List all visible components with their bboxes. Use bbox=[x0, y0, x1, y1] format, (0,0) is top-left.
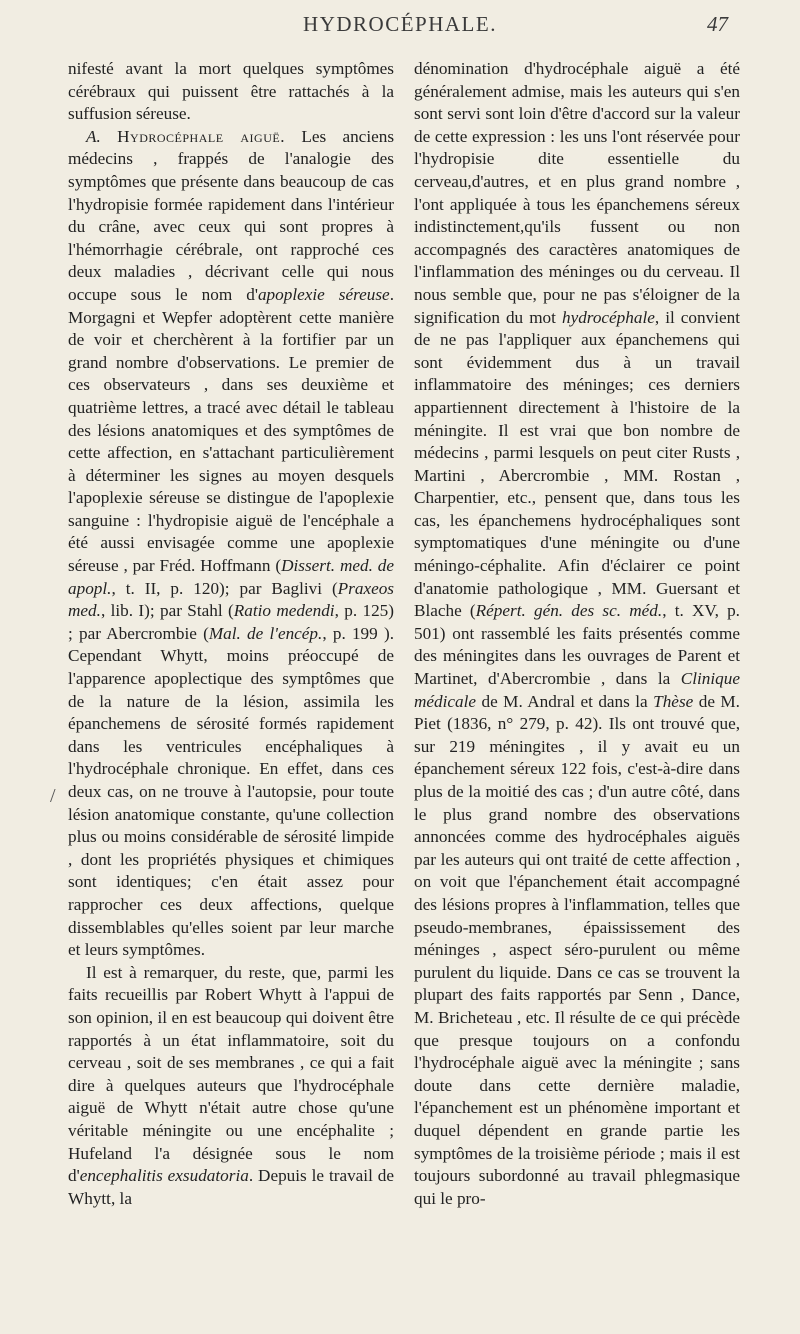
citation-title: Clinique médicale bbox=[414, 669, 740, 711]
text-run: , t. II, p. 120); par Baglivi ( bbox=[111, 578, 338, 598]
citation-title: Dissert. med. de apopl. bbox=[68, 556, 394, 598]
running-title: HYDROCÉPHALE. bbox=[303, 12, 497, 36]
text-run: Il est à remarquer, du reste, que, parmi les faits recueillis par Robert Whytt à l'appui de son opinion, il en est beaucoup qui doivent être rapportés à un état inflammatoire, soit du cerveau , soit de ses membranes , ce qui a fait dire à quelques auteurs que l'hydrocéphale aiguë de Whytt n'était autre chose qu'une véritable méningite ou une encéphalite ; Hufeland l'a désignée sous le nom d' bbox=[68, 962, 394, 1186]
text-run: nifesté avant la mort quelques symptômes cérébraux qui puissent être rattachés à la suffusion séreuse. bbox=[68, 59, 394, 124]
italic-term: encephalitis exsudatoria bbox=[79, 1166, 249, 1186]
text-run: . Morgagni et Wepfer adoptèrent cette manière de voir et cherchèrent à la fortifier par un grand nombre d'observations. Le premier de ces observateurs , dans ses deuxième et quatrième lettres, a tracé avec détail le tableau des lésions anatomiques et des symptômes de cette affection, en s'attachant particulièrement à déterminer les signes au moyen desquels l'apoplexie séreuse se distingue de l'apoplexie sanguine : l'hydropisie aiguë de l'encéphale a été aussi envisagée comme une apoplexie séreuse , par Fréd. Hoffmann ( bbox=[68, 284, 394, 576]
page-number: 47 bbox=[707, 12, 728, 36]
italic-term: apoplexie séreuse bbox=[257, 284, 390, 304]
running-head bbox=[0, 8, 800, 48]
paragraph bbox=[68, 58, 394, 126]
citation-title: Thèse bbox=[653, 691, 694, 711]
section-heading: Hydrocéphale aiguë. bbox=[117, 126, 285, 146]
text-run: , lib. I); par Stahl ( bbox=[100, 601, 234, 621]
right-column bbox=[414, 58, 740, 1210]
citation-title: Praxeos med. bbox=[68, 578, 394, 621]
paragraph bbox=[68, 962, 394, 1211]
citation-title: Ratio medendi bbox=[233, 601, 335, 621]
text-run: , p. 125) ; par Abercrombie ( bbox=[68, 601, 394, 643]
margin-mark: / bbox=[50, 785, 56, 807]
text-run: , p. 199 ). Cependant Whytt, moins préoccupé de l'apparence apoplectique des symptômes que de la nature de la lésion, assimila les épanchemens de sérosité formés rapidement dans les ventricules encéphaliques à l'hydrocéphale chronique. En effet, dans ces deux cas, on ne trouve à l'autopsie, pour toute lésion anatomique constante, qu'une collection plus ou moins considérable de sérosité limpide , dont les propriétés physiques et chimiques sont identiques; c'en était assez pour rapprocher ces deux affections, quelque dissemblables qu'elles soient par leur marche et leurs symptômes. bbox=[68, 623, 394, 960]
citation-title: Répert. gén. des sc. méd. bbox=[475, 601, 663, 621]
citation-title: Mal. de l'encép. bbox=[208, 623, 323, 643]
left-column bbox=[68, 58, 394, 1210]
section-label: A. bbox=[86, 126, 101, 146]
text-run: de M. Andral et dans la bbox=[476, 691, 654, 711]
paragraph bbox=[68, 126, 394, 962]
text-run: dénomination d'hydrocéphale aiguë a été généralement admise, mais les auteurs qui s'en sont servi sont loin d'être d'accord sur la valeur de cette expression : les uns l'ont réservée pour l'hydropisie dite essentielle du cerveau,d'autres, et en plus grand nombre , l'ont appliquée à tous les épanchemens séreux indistinctement,qu'ils fussent ou non accompagnés des caractères anatomiques de l'inflammation des méninges ou du cerveau. Il nous semble que, pour ne pas s'éloigner de la signification du mot bbox=[414, 59, 740, 327]
text-run: Les anciens médecins , frappés de l'analogie des symptômes que présente dans beaucoup de cas l'hydropisie formée rapidement dans l'intérieur du crâne, avec ceux qui sont propres à l'hémorrhagie cérébrale, ont rapproché ces deux maladies , décrivant celle qui nous occupe sous le nom d' bbox=[68, 126, 395, 304]
text-run: , t. XV, p. 501) ont rassemblé les faits présentés comme des méningites dans les ouvrages de Parent et Martinet, d'Abercrombie , dans la bbox=[414, 601, 740, 689]
text-run: . Depuis le travail de Whytt, la bbox=[68, 1166, 394, 1208]
text-run: , il convient de ne pas l'appliquer aux épanchemens qui sont évidemment dus à un travail inflammatoire des méninges; ces derniers appartiennent directement à l'histoire de la méningite. Il est vrai que bon nombre de médecins , parmi lesquels on peut citer Rusts , Martini , Abercrombie , MM. Rostan , Charpentier, etc., pensent que, dans tous les cas, les épanchemens hydrocéphaliques sont symptomatiques d'une méningite ou d'une méningo-céphalite. Afin d'éclairer ce point d'anatomie pathologique , MM. Guersant et Blache ( bbox=[414, 307, 740, 621]
italic-term: hydrocéphale bbox=[561, 307, 655, 327]
paragraph bbox=[414, 58, 740, 1210]
text-run: de M. Piet (1836, n° 279, p. 42). Ils ont trouvé que, sur 219 méningites , il y avait eu un épanchement séreux 122 fois, c'est-à-dire dans plus de la moitié des cas ; d'un autre côté, dans le plus grand nombre des observations annoncées comme des hydrocéphales aiguës par les auteurs qui ont traité de cette affection , on voit que l'épanchement était accompagné des lésions propres à l'inflammation, telles que pseudo-membranes, épaississement des méninges , aspect séro-purulent ou même purulent du liquide. Dans ce cas se trouvent la plupart des faits rapportés par Senn , Dance, M. Bricheteau , etc. Il résulte de ce qui précède que presque toujours on a confondu l'hydrocéphale aiguë avec la méningite ; sans doute dans cette dernière maladie, l'épanchement est un phénomène important et duquel dépendent en grande partie les symptômes de la troisième période ; mais il est toujours subordonné au travail phlegmasique qui le pro- bbox=[414, 691, 740, 1208]
